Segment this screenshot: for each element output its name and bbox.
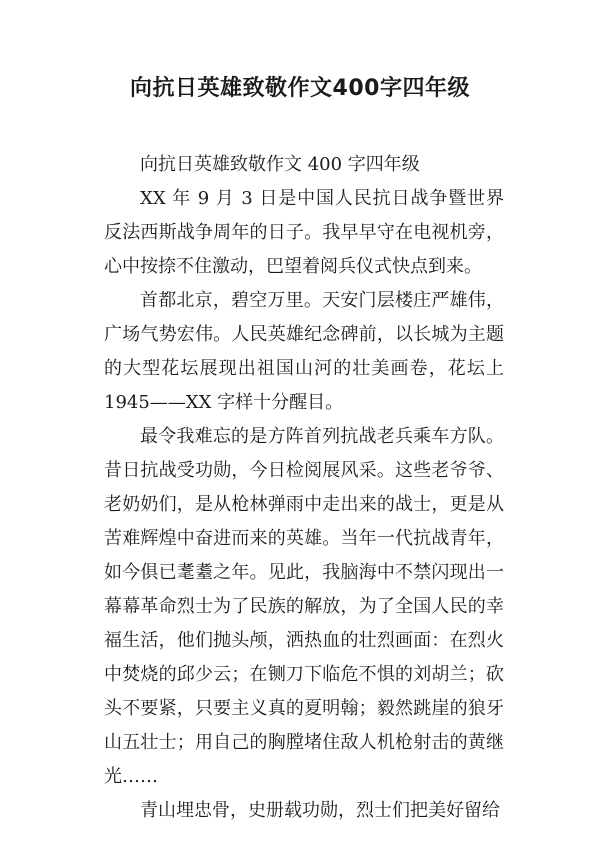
paragraph: 最令我难忘的是方阵首列抗战老兵乘车方队。昔日抗战受功勋，今日检阅展风采。这些老爷爷、老奶奶们，是从枪林弹雨中走出来的战士，更是从苦难辉煌中奋进而来的英雄。当年一代抗战青年，如今俱已耄耋之年。见此，我脑海中不禁闪现出一幕幕革命烈士为了民族的解放，为了全国人民的幸福生活，他们抛头颅，洒热血的壮烈画面：在烈火中焚烧的邱少云；在铡刀下临危不惧的刘胡兰；砍头不要紧，只要主义真的夏明翰；毅然跳崖的狼牙山五壮士；用自己的胸膛堵住敌人机枪射击的黄继光……	[104, 426, 504, 787]
paragraph: XX 年 9 月 3 日是中国人民抗日战争暨世界反法西斯战争周年的日子。我早早守在电视机旁，心中按捺不住激动，巴望着阅兵仪式快点到来。	[104, 188, 504, 277]
paragraph: 青山埋忠骨，史册载功勋，烈士们把美好留给	[140, 800, 500, 821]
document-body	[104, 148, 504, 828]
document-title: 向抗日英雄致敬作文400字四年级	[130, 76, 470, 101]
paragraph: 首都北京，碧空万里。天安门层楼庄严雄伟，广场气势宏伟。人民英雄纪念碑前，以长城为主题的大型花坛展现出祖国山河的壮美画卷，花坛上 1945——XX 字样十分醒目。	[104, 290, 504, 413]
paragraph-subtitle: 向抗日英雄致敬作文 400 字四年级	[140, 154, 420, 175]
